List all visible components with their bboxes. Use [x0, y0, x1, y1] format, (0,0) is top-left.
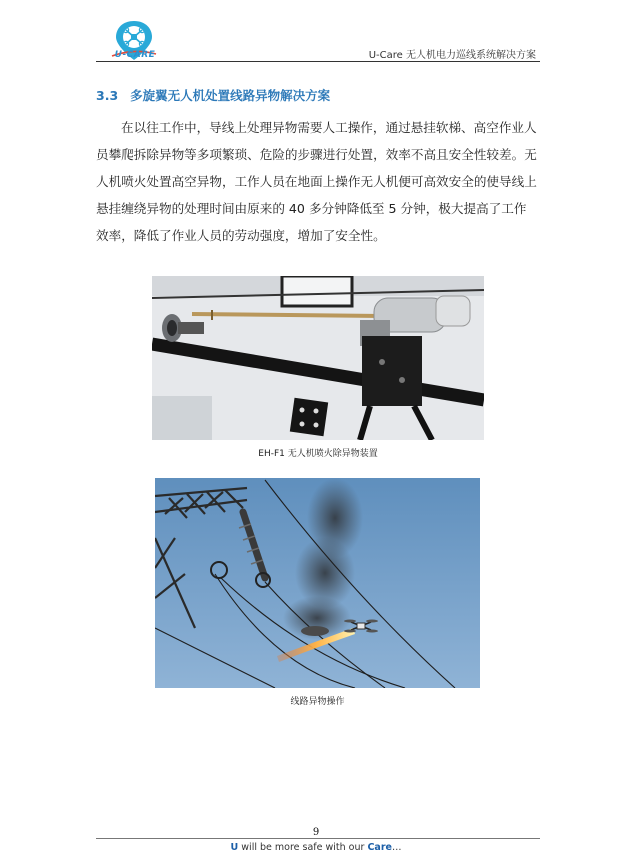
figure-operation-photo: [155, 478, 480, 688]
figure-caption: 线路异物操作: [290, 697, 345, 707]
tagline-care: Care: [367, 842, 392, 853]
logo-text: U-CARE: [114, 50, 156, 60]
paragraph-line: 在以往工作中，导线上处理异物需要人工操作，通过悬挂软梯、高空作业人: [121, 120, 537, 135]
tagline-u: U: [230, 842, 239, 853]
tagline-end: …: [391, 842, 402, 853]
paragraph-line: 悬挂缠绕异物的处理时间由原来的 40 多分钟降低至 5 分钟，极大提高了工作: [96, 201, 527, 216]
figure-device-photo: [152, 276, 484, 440]
header-divider: [96, 61, 540, 62]
figure-caption: EH-F1 无人机喷火除异物装置: [258, 449, 378, 459]
flamethrower-device-photo: [152, 276, 484, 440]
tagline-middle: will be more safe with our: [238, 842, 368, 853]
section-heading: [96, 86, 330, 104]
footer-divider: [96, 838, 540, 839]
drone-fire-operation-photo: [155, 478, 480, 688]
section-title: 多旋翼无人机处置线路异物解决方案: [130, 88, 331, 103]
paragraph-line: 人机喷火处置高空异物，工作人员在地面上操作无人机便可高效安全的使导线上: [96, 174, 537, 189]
paragraph-line: 效率，降低了作业人员的劳动强度，增加了安全性。: [96, 228, 386, 243]
document-header-title: U-Care 无人机电力巡线系统解决方案: [368, 50, 536, 61]
paragraph-line: 员攀爬拆除异物等多项繁琐、危险的步骤进行处置，效率不高且安全性较差。无: [96, 147, 537, 162]
page-number: 9: [312, 827, 320, 838]
body-paragraph: [96, 114, 542, 249]
section-number: 3.3: [96, 88, 119, 103]
footer-tagline: [0, 842, 632, 853]
